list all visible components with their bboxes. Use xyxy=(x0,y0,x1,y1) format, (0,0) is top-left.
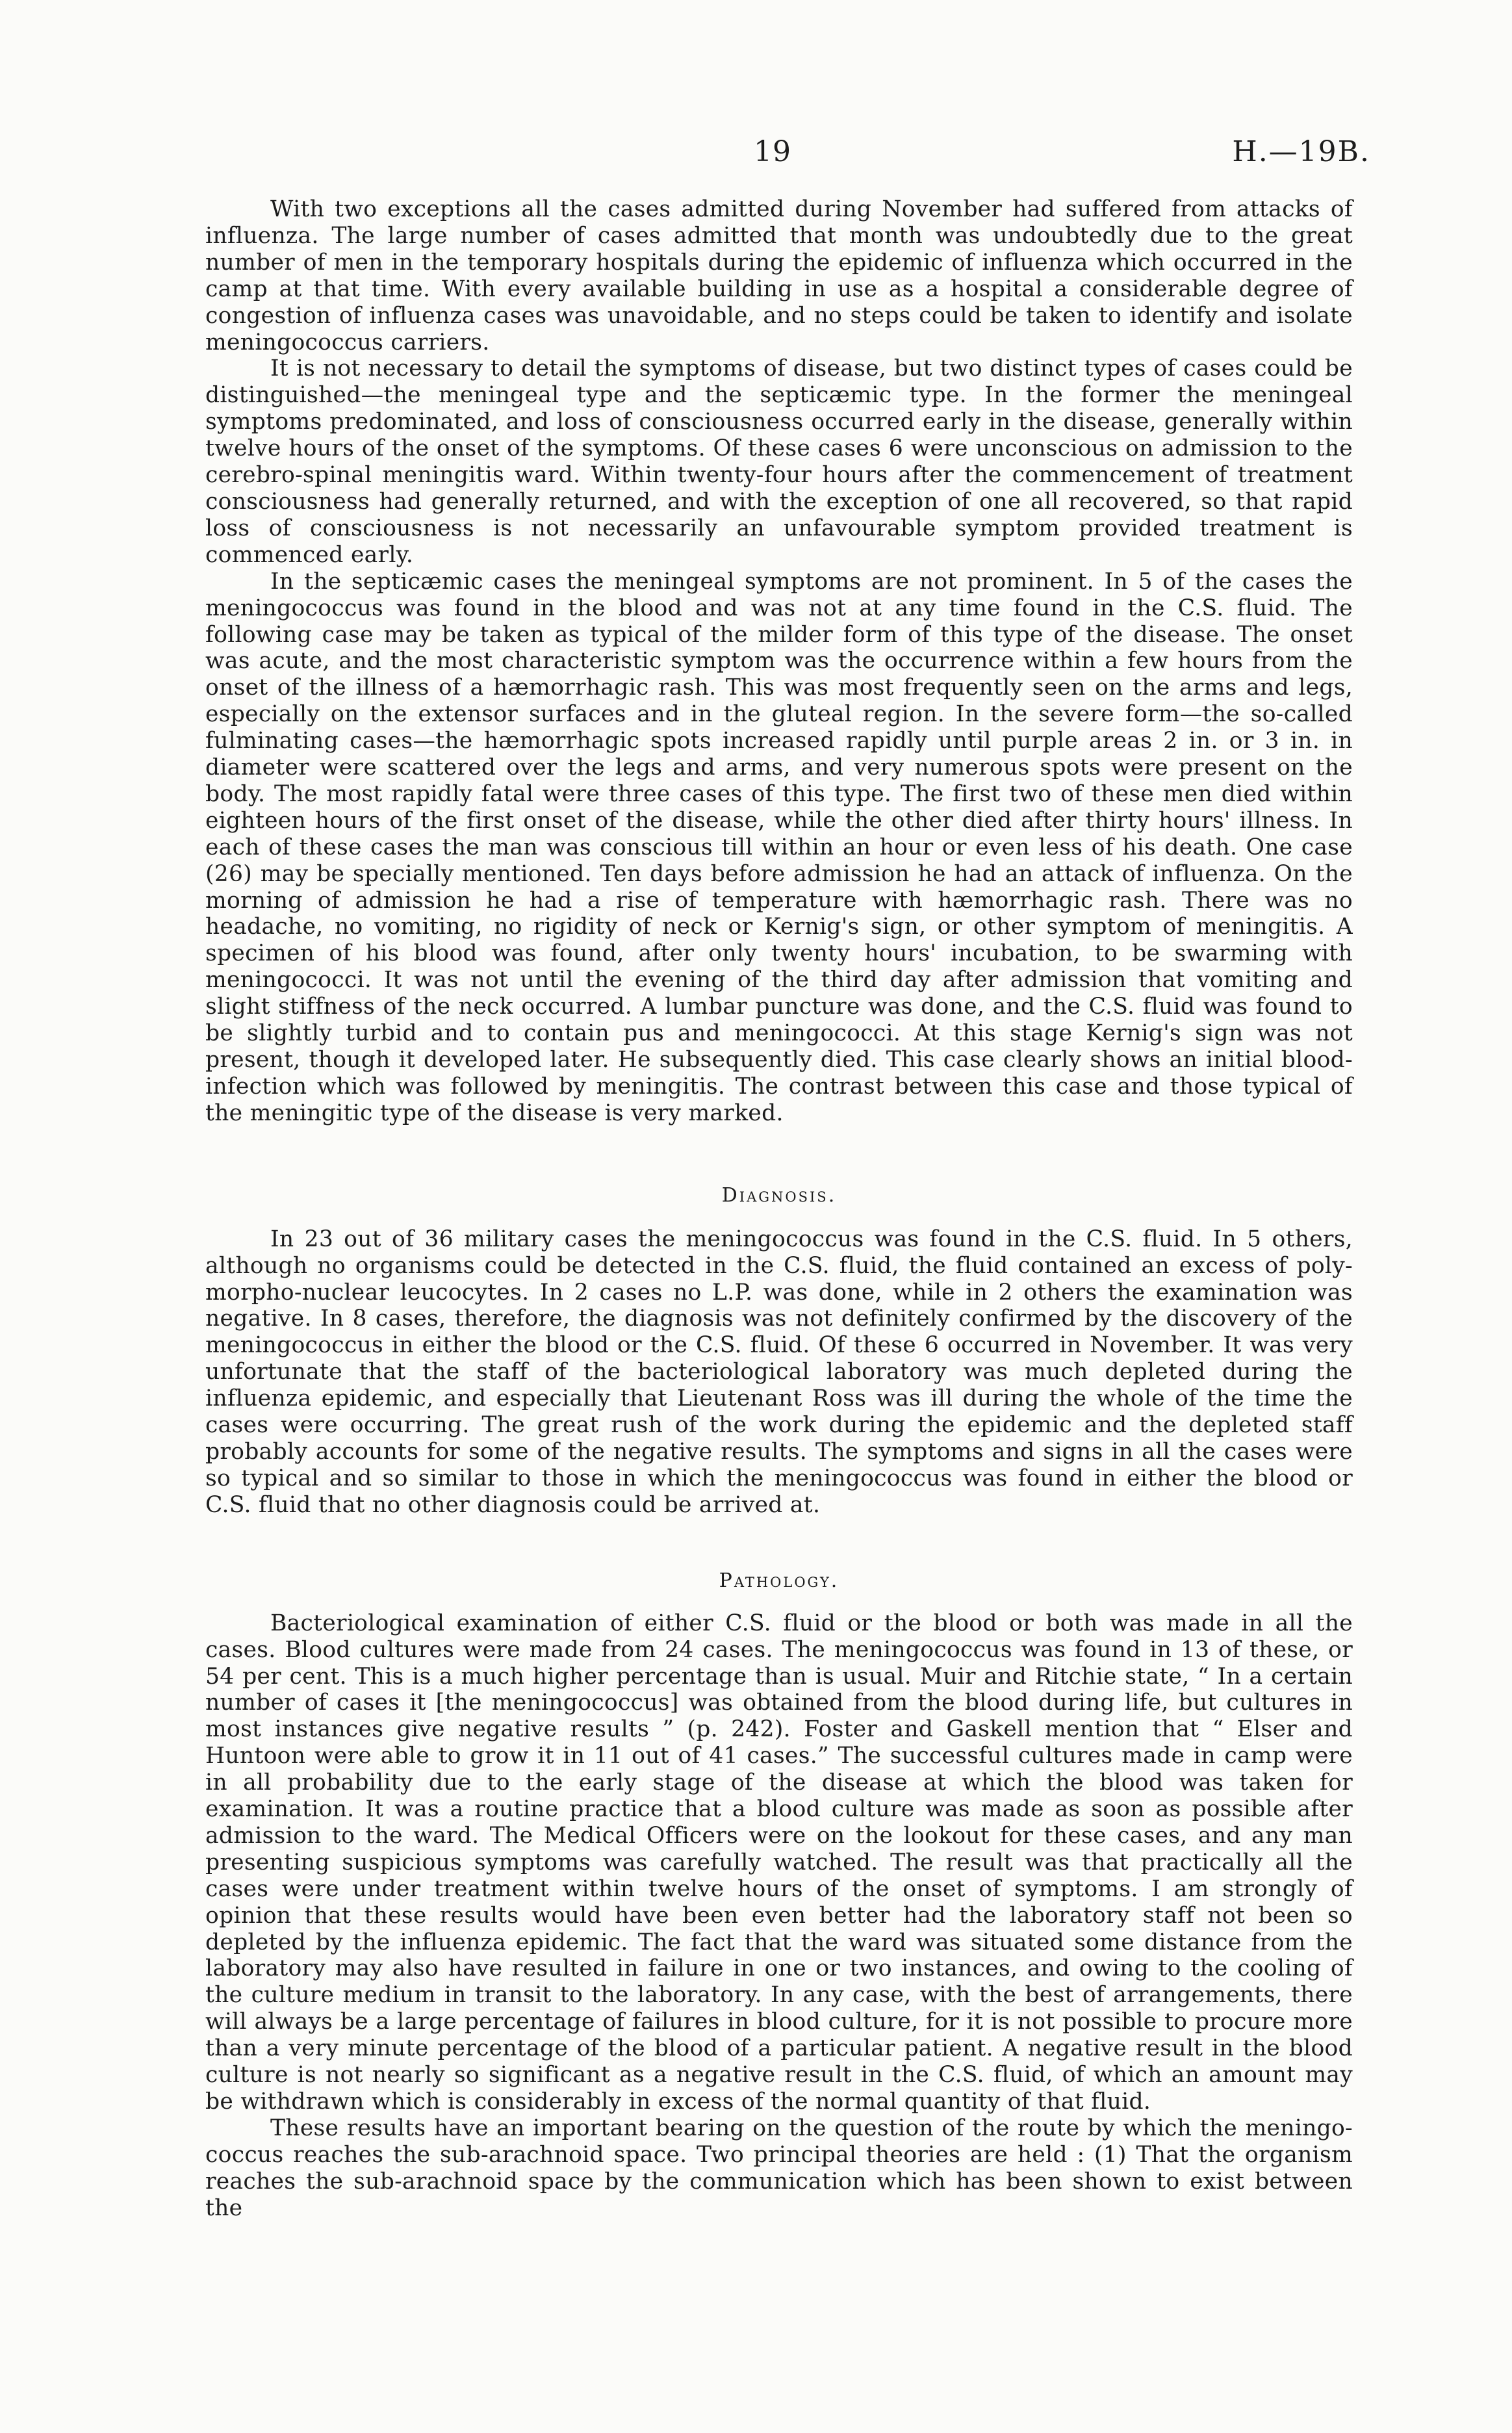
paragraph: With two exceptions all the cases admitted during November had suffered from attacks of influenza. The large number of cases admitted that month was undoubtedly due to the great number of men in the temporary hospitals during the epidemic of influenza which occurred in the camp at that time. With every available building in use as a hospital a considerable degree of congestion of influenza cases was unavoidable, and no steps could be taken to identify and isolate meningococcus carriers. xyxy=(205,196,1353,355)
paragraph: It is not necessary to detail the symptoms of disease, but two distinct types of cases could be distinguished—the meningeal type and the septicæmic type. In the former the meningeal symptoms predominated, and loss of consciousness occurred early in the disease, generally within twelve hours of the onset of the symptoms. Of these cases 6 were unconscious on admission to the cerebro-spinal meningitis ward. Within twenty-four hours after the commencement of treatment consciousness had generally returned, and with the exception of one all recovered, so that rapid loss of consciousness is not necessarily an unfavourable symptom provided treatment is commenced early. xyxy=(205,355,1353,568)
paragraph: In 23 out of 36 military cases the meningococcus was found in the C.S. fluid. In 5 others, although no organisms could be detected in the C.S. fluid, the fluid contained an excess of poly-morpho-nuclear leucocytes. In 2 cases no L.P. was done, while in 2 others the examination was negative. In 8 cases, therefore, the diagnosis was not definitely confirmed by the discovery of the meningococcus in either the blood or the C.S. fluid. Of these 6 occurred in November. It was very unfortunate that the staff of the bacteriological laboratory was much depleted during the influenza epidemic, and especially that Lieutenant Ross was ill during the whole of the time the cases were occurring. The great rush of the work during the epidemic and the depleted staff probably accounts for some of the negative results. The symptoms and signs in all the cases were so typical and so similar to those in which the meningococcus was found in either the blood or C.S. fluid that no other diagnosis could be arrived at. xyxy=(205,1226,1353,1518)
paragraph: These results have an important bearing on the question of the route by which the meningo-coccus reaches the sub-arachnoid space. Two principal theories are held : (1) That the organism reaches the sub-arachnoid space by the communication which has been shown to exist between the xyxy=(205,2115,1353,2221)
section-heading-pathology: Pathology. xyxy=(719,1569,839,1592)
section-reference: H.—19B. xyxy=(1232,135,1370,168)
paragraph: Bacteriological examination of either C.S. fluid or the blood or both was made in all the cases. Blood cultures were made from 24 cases. The meningococcus was found in 13 of these, or 54 per cent. This is a much higher percentage than is usual. Muir and Ritchie state, “ In a certain number of cases it [the meningococcus] was obtained from the blood during life, but cultures in most instances give negative results ” (p. 242). Foster and Gaskell mention that “ Elser and Huntoon were able to grow it in 11 out of 41 cases.” The successful cultures made in camp were in all probability due to the early stage of the disease at which the blood was taken for examination. It was a routine practice that a blood culture was made as soon as possible after admission to the ward. The Medical Officers were on the lookout for these cases, and any man presenting suspicious symptoms was carefully watched. The result was that practically all the cases were under treatment within twelve hours of the onset of symptoms. I am strongly of opinion that these results would have been even better had the laboratory staff not been so depleted by the influenza epidemic. The fact that the ward was situated some distance from the laboratory may also have resulted in failure in one or two instances, and owing to the cooling of the culture medium in transit to the laboratory. In any case, with the best of arrangements, there will always be a large percentage of failures in blood culture, for it is not possible to procure more than a very minute percentage of the blood of a particular patient. A negative result in the blood culture is not nearly so significant as a negative result in the C.S. fluid, of which an amount may be withdrawn which is considerably in excess of the normal quantity of that fluid. xyxy=(205,1610,1353,2115)
page-number: 19 xyxy=(754,135,791,168)
page-header xyxy=(0,135,1512,181)
paragraph: In the septicæmic cases the meningeal symptoms are not prominent. In 5 of the cases the meningococcus was found in the blood and was not at any time found in the C.S. fluid. The following case may be taken as typical of the milder form of this type of the disease. The onset was acute, and the most characteristic symptom was the occurrence within a few hours from the onset of the illness of a hæmorrhagic rash. This was most frequently seen on the arms and legs, especially on the extensor surfaces and in the gluteal region. In the severe form—the so-called fulminating cases—the hæmorrhagic spots increased rapidly until purple areas 2 in. or 3 in. in diameter were scattered over the legs and arms, and very numerous spots were present on the body. The most rapidly fatal were three cases of this type. The first two of these men died within eighteen hours of the first onset of the disease, while the other died after thirty hours' illness. In each of these cases the man was conscious till within an hour or even less of his death. One case (26) may be specially mentioned. Ten days before admission he had an attack of influenza. On the morning of admission he had a rise of temperature with hæmorrhagic rash. There was no headache, no vomiting, no rigidity of neck or Kernig's sign, or other symptom of meningitis. A specimen of his blood was found, after only twenty hours' incubation, to be swarming with meningococci. It was not until the evening of the third day after admission that vomiting and slight stiffness of the neck occurred. A lumbar puncture was done, and the C.S. fluid was found to be slightly turbid and to contain pus and meningococci. At this stage Kernig's sign was not present, though it developed later. He subsequently died. This case clearly shows an initial blood-infection which was followed by meningitis. The contrast between this case and those typical of the meningitic type of the disease is very marked. xyxy=(205,568,1353,1126)
body-text xyxy=(205,196,1353,2222)
section-heading-diagnosis: Diagnosis. xyxy=(721,1183,837,1207)
